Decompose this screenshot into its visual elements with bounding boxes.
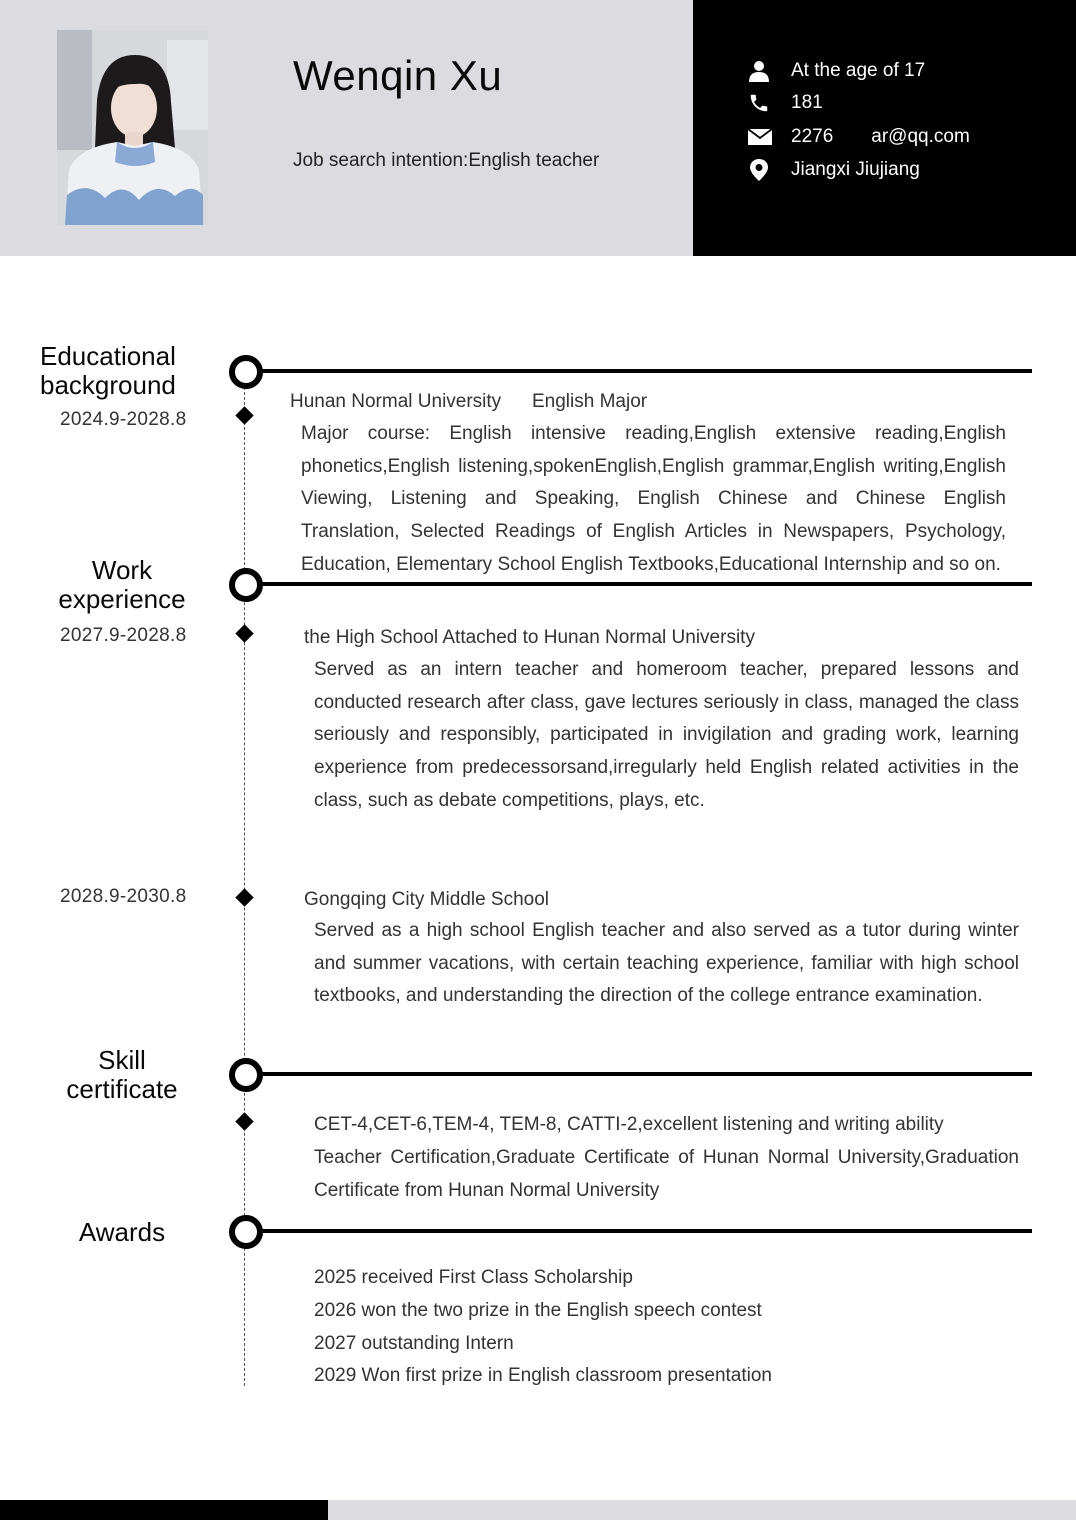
candidate-name: Wenqin Xu bbox=[293, 52, 503, 99]
section-title-line: experience bbox=[58, 584, 186, 614]
section-title-line: Work bbox=[91, 555, 153, 585]
timeline-node-work bbox=[229, 568, 263, 602]
education-description: Major course: English intensive reading,English extensive reading,English phonetics,English listening,spokenEnglish,English grammar,English writing,English Viewing, Listening and Speaking, English Chinese and Chinese English Translation, Selected Readings of English Articles in Newspapers, Psychology, Education, Elementary School English Textbooks,Educational Internship and so on. bbox=[301, 423, 1006, 575]
mail-icon bbox=[748, 126, 774, 148]
footer-bar-dark bbox=[0, 1500, 328, 1520]
contact-phone bbox=[748, 92, 823, 114]
section-divider bbox=[262, 582, 1032, 586]
work-org: Gongqing City Middle School bbox=[304, 889, 550, 910]
section-title-line: Skill bbox=[98, 1045, 146, 1075]
email-text-start[interactable]: 2276 bbox=[791, 126, 834, 147]
location-pin-icon bbox=[748, 159, 774, 181]
contact-email bbox=[748, 126, 970, 148]
person-icon bbox=[748, 60, 774, 82]
timeline-node-awards bbox=[229, 1215, 263, 1249]
timeline-node-skills bbox=[229, 1058, 263, 1092]
profile-photo bbox=[57, 30, 208, 225]
work-org: the High School Attached to Hunan Normal University bbox=[304, 627, 755, 648]
email-text-end[interactable]: ar@qq.com bbox=[871, 126, 970, 147]
award-item: 2025 received First Class Scholarship bbox=[314, 1267, 633, 1288]
award-item: 2029 Won first prize in English classroom presentation bbox=[314, 1365, 772, 1386]
work-description: Served as an intern teacher and homeroom teacher, prepared lessons and conducted research after class, gave lectures seriously in class, managed the class seriously and responsibly, participated in invigilation and grading work, learning experience from predecessorsand,irregularly held English related activities in the class, such as debate competitions, plays, etc. bbox=[314, 659, 1019, 811]
phone-icon bbox=[748, 92, 774, 114]
timeline-diamond bbox=[235, 888, 253, 906]
work-date: 2028.9-2030.8 bbox=[60, 886, 187, 907]
section-title-education bbox=[40, 342, 176, 400]
job-intention: Job search intention:English teacher bbox=[293, 150, 600, 171]
phone-text[interactable]: 181 bbox=[791, 92, 823, 113]
education-school: Hunan Normal University bbox=[290, 391, 502, 412]
skills-line-1: CET-4,CET-6,TEM-4, TEM-8, CATTI-2,excellent listening and writing ability bbox=[314, 1114, 944, 1135]
timeline-diamond bbox=[235, 1112, 253, 1130]
section-divider bbox=[262, 1229, 1032, 1233]
award-item: 2027 outstanding Intern bbox=[314, 1333, 514, 1354]
section-divider bbox=[262, 1072, 1032, 1076]
work-description: Served as a high school English teacher and also served as a tutor during winter and summer vacations, with certain teaching experience, familiar with high school textbooks, and understanding the direction of the college entrance examination. bbox=[314, 920, 1019, 1007]
section-title-awards: Awards bbox=[78, 1217, 166, 1247]
section-title-skills bbox=[54, 1046, 190, 1104]
timeline-node-education bbox=[229, 355, 263, 389]
section-title-line: certificate bbox=[66, 1074, 178, 1104]
section-title-line: Educational bbox=[40, 341, 176, 371]
work-date: 2027.9-2028.8 bbox=[60, 625, 187, 646]
education-date: 2024.9-2028.8 bbox=[60, 409, 187, 430]
contact-age bbox=[748, 60, 925, 82]
timeline-diamond bbox=[235, 406, 253, 424]
section-divider bbox=[262, 369, 1032, 373]
footer-bar-light bbox=[328, 1500, 1076, 1520]
education-major: English Major bbox=[532, 391, 648, 412]
location-text: Jiangxi Jiujiang bbox=[791, 159, 920, 180]
age-text: At the age of 17 bbox=[791, 60, 926, 81]
skills-line-2: Teacher Certification,Graduate Certificate of Hunan Normal University,Graduation Certificate from Hunan Normal University bbox=[314, 1147, 1019, 1201]
contact-location bbox=[748, 159, 920, 181]
section-title-work bbox=[54, 556, 190, 614]
award-item: 2026 won the two prize in the English speech contest bbox=[314, 1300, 762, 1321]
timeline-diamond bbox=[235, 624, 253, 642]
section-title-line: background bbox=[40, 370, 176, 400]
